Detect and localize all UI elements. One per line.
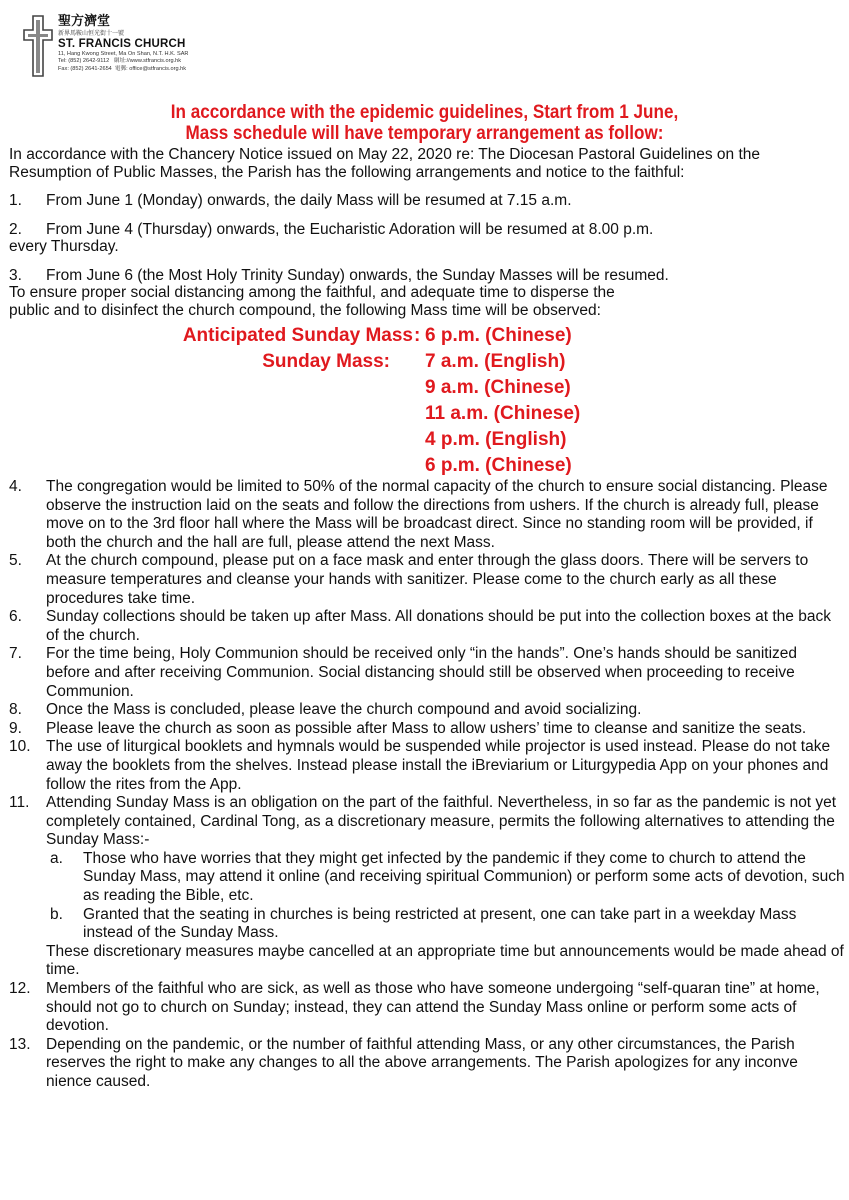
list-item-number: 9. [9,719,22,737]
notice-body [9,146,845,1092]
list-item-text: Members of the faithful who are sick, as well as those who have someone undergoing “self-quaran tine” at home, should not go to church on Sunday; instead, they can attend the Sunday Mass online or perform some acts of devotion. [46,980,820,1035]
sub-item [46,850,845,906]
list-item-text: Depending on the pandemic, or the number of faithful attending Mass, or any other circumstances, the Parish reserves the right to make any changes to all the above arrangements. The Parish apologizes for any inconve nience caused. [46,1035,798,1090]
headline-line-2: Mass schedule will have temporary arrangement as follow: [185,123,664,144]
sunday-mass-time: 11 a.m. (Chinese) [425,403,581,424]
mass-schedule [9,323,845,478]
item-2 [9,221,845,256]
list-item-number: 7. [9,645,22,663]
list-item [9,701,845,720]
item-2-text-b: every Thursday. [9,238,119,255]
contact-line-1 [58,58,278,65]
list-item-number: 11. [9,794,30,812]
list-item-number: 4. [9,478,22,495]
list-item [9,738,845,794]
item-11-tail: These discretionary measures maybe cancelled at an appropriate time but announcements would be made ahead of time. [46,942,844,979]
anticipated-mass-time: 6 p.m. (Chinese) [425,325,572,346]
item-2-number: 2. [9,220,22,238]
list-item-text: For the time being, Holy Communion should be received only “in the hands”. One’s hands should be sanitized before and after receiving Communion. Social distancing should still be observed when proceeding to receive Communion. [46,645,798,700]
cross-logo-icon [22,14,54,78]
sub-item-letter: b. [50,905,63,923]
list-item [9,794,845,850]
list-item [9,980,845,1036]
list-item-text: The use of liturgical booklets and hymnals would be suspended while projector is used instead. Please do not take away the booklets from the shelves. Instead please install the iBreviarium or Liturgypedia App on your phones and follow the rites from the App. [46,738,831,793]
item-3-text-a: From June 6 (the Most Holy Trinity Sunday) onwards, the Sunday Masses will be resumed. [46,266,669,284]
headline-line-1: In accordance with the epidemic guidelines, Start from 1 June, [170,102,679,123]
headline [42,102,806,144]
list-item [9,608,845,645]
fax-text: Fax: (852) 2641-2654 [58,65,112,72]
sub-item-text: Granted that the seating in churches is being restricted at present, one can take part in a weekday Mass instead of the Sunday Mass. [83,905,797,942]
list-item-number: 13. [9,1035,31,1053]
intro-paragraph: In accordance with the Chancery Notice issued on May 22, 2020 re: The Diocesan Pastoral Guidelines on the Resumption of Public Masses, the Parish has the following arrangements and notice to the faithful: [9,146,761,181]
tel-text: Tel: (852) 2642-9112 [58,58,110,65]
notice-list [9,478,845,1092]
list-item-text: Sunday collections should be taken up after Mass. All donations should be put into the collection boxes at the back of the church. [46,608,831,644]
anticipated-mass-label: Anticipated Sunday Mass [182,325,413,346]
list-item [9,1036,845,1092]
list-item-text: Once the Mass is concluded, please leave the church compound and avoid socializing. [46,701,642,719]
list-item-number: 10. [9,738,31,756]
list-item-text: The congregation would be limited to 50% of the normal capacity of the church to ensure social distancing. Please observe the instruction laid on the seats and follow the directions from ushers. If the church is already full, please move on to the 3rd floor hall where the Mass will be broadcast direct. Since no standing room will be provided, if both the church and the hall are full, please attend the next Mass. [46,478,828,551]
sunday-mass-time: 6 p.m. (Chinese) [425,455,572,476]
sub-list [9,850,845,943]
item-3-number: 3. [9,266,22,284]
contact-line-2 [58,66,278,73]
email-text: 電郵: office@stfrancis.org.hk [114,65,187,72]
list-item-number: 12. [9,980,31,998]
list-item-text: Attending Sunday Mass is an obligation on the part of the faithful. Nevertheless, in so far as the pandemic is not yet completely contained, Cardinal Tong, as a discretionary measure, permits the following alternatives to attending the Sunday Mass:- [46,794,837,849]
list-item-number: 8. [9,701,22,719]
letterhead-text [58,14,278,73]
sub-item-text: Those who have worries that they might get infected by the pandemic if they come to church to attend the Sunday Mass, may attend it online (and receiving spiritual Communion) or perform some acts of devotion, such as reading the Bible, etc. [83,849,845,905]
web-text: 網址://www.stfrancis.org.hk [113,58,182,65]
list-item-text: At the church compound, please put on a face mask and enter through the glass doors. There will be servers to measure temperatures and cleanse your hands with sanitizer. Please come to the church early as all these procedures take time. [46,552,809,607]
letterhead [20,14,280,84]
list-item [9,720,845,739]
list-item [9,478,845,552]
item-3-text-b: To ensure proper social distancing among the faithful, and adequate time to disperse the [9,284,615,301]
sunday-mass-label: Sunday Mass: [262,351,390,372]
item-1-number: 1. [9,192,22,209]
item-1-text: From June 1 (Monday) onwards, the daily Mass will be resumed at 7.15 a.m. [46,192,572,209]
church-address-en: 11, Hang Kwong Street, Ma On Shan, N.T. H.K. SAR [58,51,189,57]
list-item-text: Please leave the church as soon as possible after Mass to allow ushers’ time to cleanse and sanitize the seats. [46,719,807,737]
item-3-text-c: public and to disinfect the church compound, the following Mass time will be observed: [9,301,601,319]
list-item-number: 6. [9,608,22,626]
list-item-number: 5. [9,552,22,570]
sunday-mass-time: 9 a.m. (Chinese) [425,377,571,398]
church-address-cn: 新界馬鞍山恒光街十一號 [58,30,125,37]
sub-item-letter: a. [50,849,63,867]
item-1 [9,192,845,210]
church-name-cn: 聖方濟堂 [58,14,111,29]
sunday-mass-time: 4 p.m. (English) [425,429,567,450]
list-item [9,645,845,701]
anticipated-colon: : [414,325,421,346]
sub-item [46,906,845,943]
item-2-text-a: From June 4 (Thursday) onwards, the Eucharistic Adoration will be resumed at 8.00 p.m. [46,220,654,238]
sunday-mass-time: 7 a.m. (English) [425,351,566,372]
church-name-en: ST. FRANCIS CHURCH [58,38,186,50]
list-item [9,552,845,608]
item-3 [9,267,845,320]
